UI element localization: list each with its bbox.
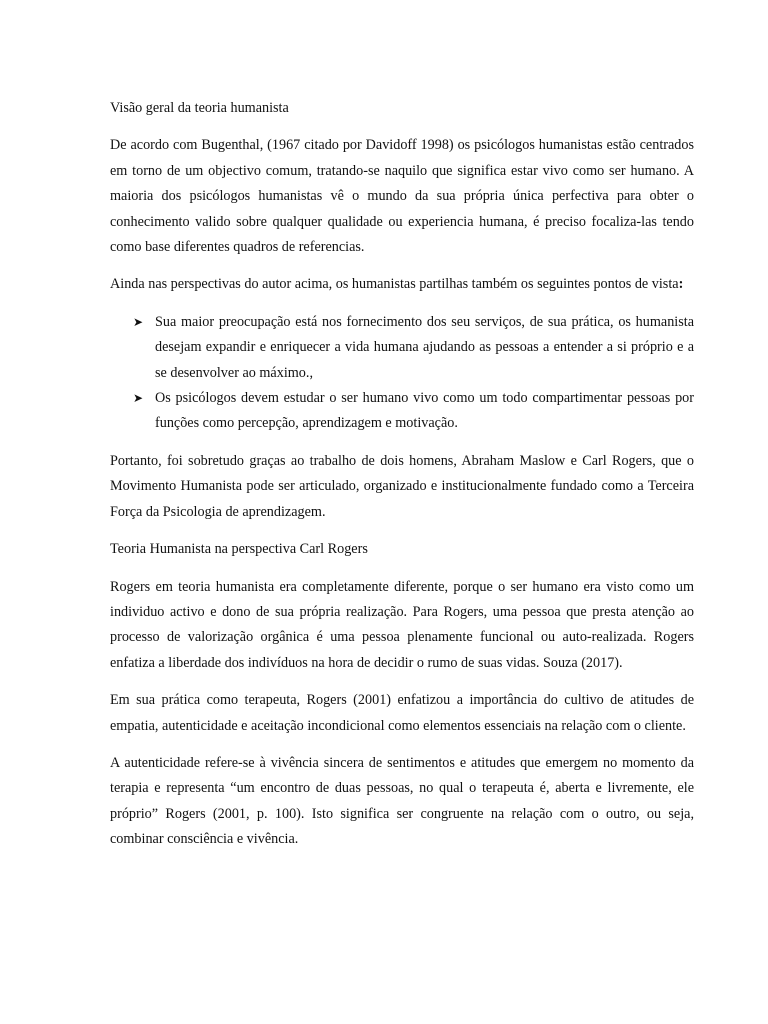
paragraph-perspectives-text: Ainda nas perspectivas do autor acima, os humanistas partilhas também os seguintes pontos de vista (110, 276, 679, 293)
arrow-bullet-icon: ➤ (133, 314, 144, 329)
list-item-text: Os psicólogos devem estudar o ser humano vivo como um todo compartimentar pessoas por funções como percepção, aprendizagem e motivação. (155, 390, 694, 432)
paragraph-authenticity: A autenticidade refere-se à vivência sincera de sentimentos e atitudes que emergem no momento da terapia e representa “um encontro de duas pessoas, no qual o terapeuta é, aberta e livremente, ele próprio” Rogers (2001, p. 100). Isto significa ser congruente na relação com o outro, ou seja, combinar consciência e vivência. (110, 754, 694, 848)
paragraph-rogers-practice: Em sua prática como terapeuta, Rogers (2001) enfatizou a importância do cultivo de atitudes de empatia, autenticidade e aceitação incondicional como elementos essenciais na relação com o cliente. (110, 692, 694, 734)
paragraph-bugenthal: De acordo com Bugenthal, (1967 citado por Davidoff 1998) os psicólogos humanistas estão centrados em torno de um objectivo comum, tratando-se naquilo que significa estar vivo como ser humano. A maioria dos psicólogos humanistas vê o mundo da sua própria única perfectiva para obter o conhecimento valido sobre qualquer qualidade ou experiencia humana, é preciso focaliza-las tendo como base diferentes quadros de referencias. (110, 137, 694, 256)
paragraph-perspectives (110, 272, 694, 297)
arrow-bullet-icon: ➤ (133, 391, 144, 406)
bullet-list (110, 310, 694, 437)
list-item (133, 386, 694, 437)
section-heading-rogers: Teoria Humanista na perspectiva Carl Rogers (110, 541, 368, 558)
list-item-text: Sua maior preocupação está nos fornecimento dos seu serviços, de sua prática, os humanista desejam expandir e enriquecer a vida humana ajudando as pessoas a entender a si próprio e a se desenvolver ao máximo., (155, 313, 694, 381)
document-page (110, 96, 694, 853)
section-heading-overview: Visão geral da teoria humanista (110, 100, 289, 116)
paragraph-perspectives-colon: : (678, 276, 684, 293)
list-item (133, 310, 694, 386)
paragraph-rogers-theory: Rogers em teoria humanista era completamente diferente, porque o ser humano era visto como um individuo activo e dono de sua própria realização. Para Rogers, uma pessoa que presta atenção ao processo de valorização orgânica é uma pessoa plenamente funcional ou auto-realizada. Rogers enfatiza a liberdade dos indivíduos na hora de decidir o rumo de suas vidas. Souza (2017). (110, 578, 694, 671)
paragraph-maslow-rogers: Portanto, foi sobretudo graças ao trabalho de dois homens, Abraham Maslow e Carl Rogers, que o Movimento Humanista pode ser articulado, organizado e institucionalmente fundado como a Terceira Força da Psicologia de aprendizagem. (110, 452, 694, 520)
